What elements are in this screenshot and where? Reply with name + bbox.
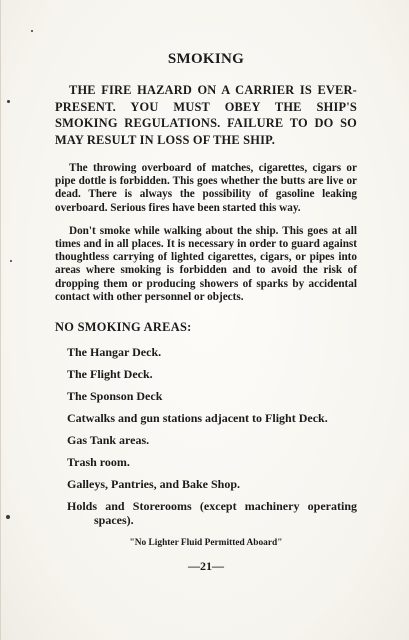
page-content — [55, 50, 357, 573]
list-item: Trash room. — [67, 455, 130, 470]
print-speck — [7, 100, 10, 103]
list-item: Holds and Storerooms (except machinery operating spaces). — [67, 499, 357, 528]
list-item: The Hangar Deck. — [67, 345, 162, 360]
print-speck — [10, 260, 12, 262]
page-title: SMOKING — [167, 51, 245, 67]
no-smoking-areas-heading: NO SMOKING AREAS: — [55, 320, 192, 335]
list-item: Catwalks and gun stations adjacent to Flight Deck. — [67, 411, 328, 426]
print-speck — [6, 515, 10, 519]
page-number: —21— — [188, 559, 224, 574]
list-item: The Sponson Deck — [67, 389, 163, 404]
list-item: Gas Tank areas. — [67, 433, 150, 448]
list-item: Galleys, Pantries, and Bake Shop. — [67, 477, 241, 492]
walking-smoking-paragraph: Don't smoke while walking about the ship. This goes at all times and in all places. It is necessary in order to guard against thoughtless carrying of lighted cigarettes, cigars, or pipes into areas where smoking is forbidden and to avoid the risk of dropping them or producing showers of sparks by accidental contact with other personnel or objects. — [55, 224, 357, 303]
fire-hazard-warning: THE FIRE HAZARD ON A CARRIER IS EVER-PRESENT. YOU MUST OBEY THE SHIP'S SMOKING REGULATIONS. FAILURE TO DO SO MAY RESULT IN LOSS OF THE SHIP. — [55, 83, 357, 147]
print-speck — [31, 30, 33, 32]
list-item: The Flight Deck. — [67, 367, 153, 382]
no-smoking-areas-list — [55, 345, 357, 527]
overboard-paragraph: The throwing overboard of matches, cigarettes, cigars or pipe dottle is forbidden. This goes whether the butts are live or dead. There is always the possibility of gasoline leaking overboard. Serious fires have been started this way. — [55, 162, 357, 214]
lighter-fluid-notice: "No Lighter Fluid Permitted Aboard" — [129, 538, 283, 549]
